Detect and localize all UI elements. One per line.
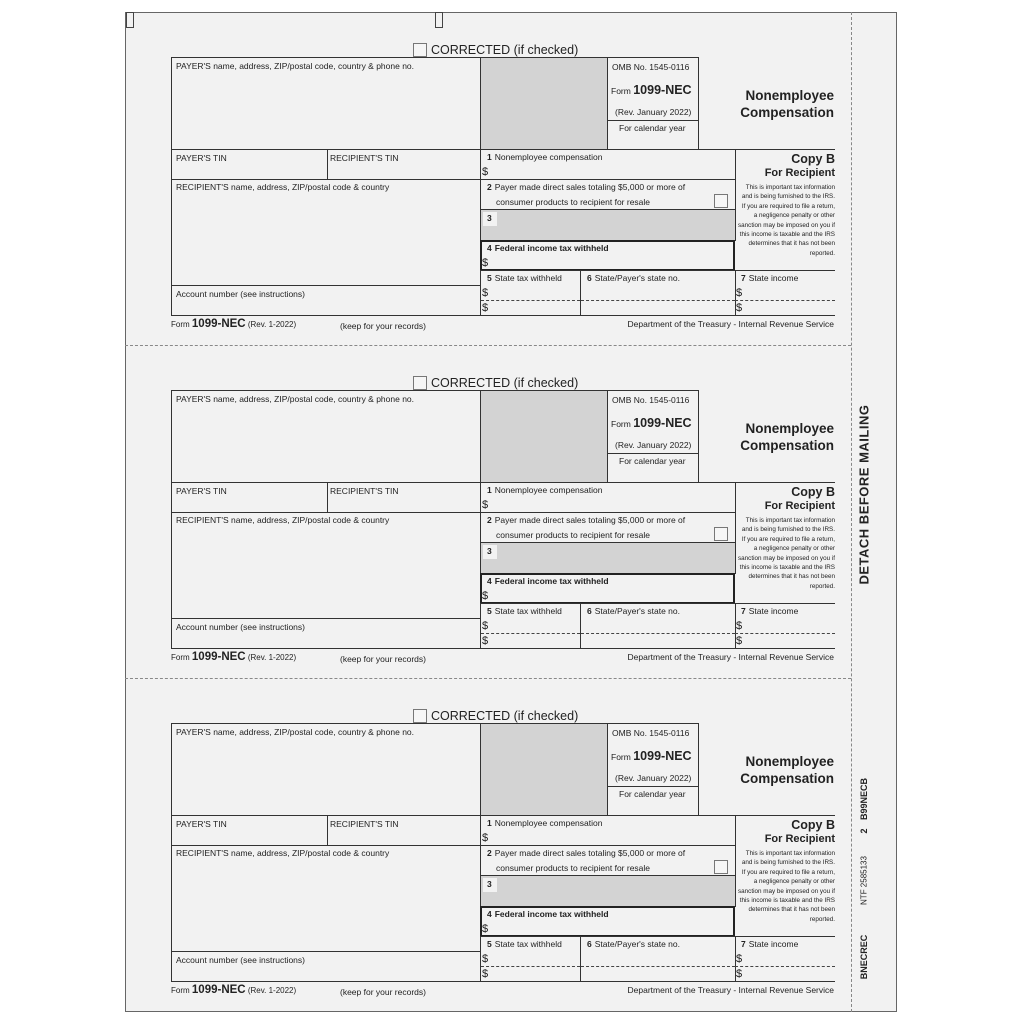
box2-label-line1: Payer made direct sales totaling $5,000 or more of — [494, 848, 686, 858]
calendar-year-label: For calendar year — [619, 123, 686, 133]
omb-number: OMB No. 1545-0116 — [612, 395, 690, 405]
form-word: Form — [611, 86, 631, 96]
form-number: 1099-NEC — [633, 83, 692, 97]
payer-tin-label: PAYER'S TIN — [176, 486, 227, 496]
box4-federal-tax-withheld[interactable] — [480, 240, 735, 271]
recipient-name-box[interactable] — [171, 179, 481, 286]
box5-state-tax-withheld[interactable] — [480, 603, 581, 649]
box6-state-payer-number[interactable] — [580, 936, 736, 982]
recipient-tin-label: RECIPIENT'S TIN — [330, 486, 399, 496]
corrected-label: CORRECTED (if checked) — [431, 376, 579, 390]
box2-label-line2: consumer products to recipient for resale — [496, 863, 651, 873]
copy-b-panel — [735, 815, 835, 937]
box7-label: State income — [748, 273, 799, 283]
footer-revision: (Rev. 1-2022) — [247, 320, 297, 329]
form-title-line1: Nonemployee — [745, 88, 834, 103]
box-number: 7 — [741, 273, 746, 283]
payer-name-label: PAYER'S name, address, ZIP/postal code, country & phone no. — [176, 394, 415, 404]
calendar-year-box[interactable] — [607, 120, 699, 150]
dollar-sign: $ — [736, 635, 743, 647]
box7-label: State income — [748, 606, 799, 616]
payer-tin-box[interactable] — [171, 149, 328, 180]
box1-nonemployee-compensation[interactable] — [480, 149, 736, 180]
form-title-line1: Nonemployee — [745, 754, 834, 769]
box-number: 1 — [487, 818, 492, 828]
box7-state-income[interactable] — [735, 603, 835, 649]
box6-label: State/Payer's state no. — [594, 939, 680, 949]
footer-revision: (Rev. 1-2022) — [247, 986, 297, 995]
revision-date: (Rev. January 2022) — [615, 440, 692, 450]
payer-name-label: PAYER'S name, address, ZIP/postal code, country & phone no. — [176, 61, 415, 71]
account-number-box[interactable] — [171, 285, 481, 316]
shaded-box — [480, 723, 608, 816]
omb-box — [607, 390, 699, 454]
box4-label: Federal income tax withheld — [494, 243, 609, 253]
box2-direct-sales — [480, 512, 736, 543]
box-number: 3 — [483, 545, 497, 559]
payer-tin-box[interactable] — [171, 482, 328, 513]
form-1099-nec-copy — [0, 0, 1024, 333]
box-number: 7 — [741, 606, 746, 616]
keep-for-records: (keep for your records) — [340, 987, 426, 997]
recipient-name-label: RECIPIENT'S name, address, ZIP/postal code & country — [176, 848, 390, 858]
calendar-year-box[interactable] — [607, 453, 699, 483]
revision-date: (Rev. January 2022) — [615, 773, 692, 783]
box-number: 4 — [487, 576, 492, 586]
corrected-label: CORRECTED (if checked) — [431, 43, 579, 57]
recipient-tin-box[interactable] — [327, 815, 481, 846]
box7-state-income[interactable] — [735, 936, 835, 982]
dollar-sign: $ — [736, 302, 743, 314]
dollar-sign: $ — [736, 620, 743, 632]
box6-state-payer-number[interactable] — [580, 270, 736, 316]
payer-name-box[interactable] — [171, 57, 481, 150]
box1-label: Nonemployee compensation — [494, 818, 603, 828]
copy-b-label: Copy B — [791, 152, 835, 166]
payer-name-label: PAYER'S name, address, ZIP/postal code, country & phone no. — [176, 727, 415, 737]
dollar-sign: $ — [482, 968, 489, 980]
recipient-name-box[interactable] — [171, 845, 481, 952]
recipient-tin-label: RECIPIENT'S TIN — [330, 819, 399, 829]
dollar-sign: $ — [482, 257, 489, 269]
for-recipient-label: For Recipient — [764, 833, 835, 845]
dollar-sign: $ — [482, 635, 489, 647]
box2-checkbox[interactable] — [714, 194, 728, 208]
footer-form-id — [171, 984, 296, 996]
box-number: 1 — [487, 485, 492, 495]
box-number: 2 — [487, 182, 492, 192]
box-number: 4 — [487, 243, 492, 253]
box-number: 3 — [483, 878, 497, 892]
box6-state-payer-number[interactable] — [580, 603, 736, 649]
form-code: B99NECB — [859, 778, 869, 821]
calendar-year-box[interactable] — [607, 786, 699, 816]
form-1099-nec-copy — [0, 666, 1024, 999]
form-number: 1099-NEC — [633, 416, 692, 430]
department-label: Department of the Treasury - Internal Revenue Service — [627, 985, 834, 995]
box-number: 7 — [741, 939, 746, 949]
recipient-tin-label: RECIPIENT'S TIN — [330, 153, 399, 163]
detach-before-mailing-text: DETACH BEFORE MAILING — [856, 404, 872, 585]
corrected-label: CORRECTED (if checked) — [431, 709, 579, 723]
box3 — [480, 542, 736, 574]
form-title-line2: Compensation — [740, 771, 834, 786]
payer-tin-box[interactable] — [171, 815, 328, 846]
dollar-sign: $ — [482, 499, 489, 511]
box1-label: Nonemployee compensation — [494, 485, 603, 495]
box-number: 6 — [587, 606, 592, 616]
omb-box — [607, 57, 699, 121]
account-number-label: Account number (see instructions) — [176, 289, 305, 299]
recipient-name-box[interactable] — [171, 512, 481, 619]
copy-b-label: Copy B — [791, 485, 835, 499]
dollar-sign: $ — [482, 923, 489, 935]
footer-form-id — [171, 651, 296, 663]
box-number: 4 — [487, 909, 492, 919]
box4-label: Federal income tax withheld — [494, 576, 609, 586]
box2-label-line2: consumer products to recipient for resale — [496, 197, 651, 207]
shaded-box — [480, 57, 608, 150]
box-number: 5 — [487, 273, 492, 283]
payer-name-box[interactable] — [171, 723, 481, 816]
footer-revision: (Rev. 1-2022) — [247, 653, 297, 662]
keep-for-records: (keep for your records) — [340, 321, 426, 331]
form-title-line2: Compensation — [740, 438, 834, 453]
copy-b-panel — [735, 482, 835, 604]
dollar-sign: $ — [736, 953, 743, 965]
shaded-box — [480, 390, 608, 483]
omb-box — [607, 723, 699, 787]
dollar-sign: $ — [482, 287, 489, 299]
form-title-line1: Nonemployee — [745, 421, 834, 436]
payer-tin-label: PAYER'S TIN — [176, 153, 227, 163]
footer-form-word: Form — [171, 653, 190, 662]
box6-label: State/Payer's state no. — [594, 606, 680, 616]
box2-label-line1: Payer made direct sales totaling $5,000 or more of — [494, 182, 686, 192]
box-number: 3 — [483, 212, 497, 226]
box7-state-income[interactable] — [735, 270, 835, 316]
box4-federal-tax-withheld[interactable] — [480, 573, 735, 604]
form-number: 1099-NEC — [633, 749, 692, 763]
form-code: BNECREC — [859, 934, 869, 980]
keep-for-records: (keep for your records) — [340, 654, 426, 664]
box3 — [480, 875, 736, 907]
omb-number: OMB No. 1545-0116 — [612, 728, 690, 738]
box-number: 2 — [487, 515, 492, 525]
recipient-name-label: RECIPIENT'S name, address, ZIP/postal code & country — [176, 182, 390, 192]
department-label: Department of the Treasury - Internal Revenue Service — [627, 652, 834, 662]
account-number-box[interactable] — [171, 951, 481, 982]
account-number-label: Account number (see instructions) — [176, 955, 305, 965]
box2-direct-sales — [480, 179, 736, 210]
payer-name-box[interactable] — [171, 390, 481, 483]
box2-label-line2: consumer products to recipient for resale — [496, 530, 651, 540]
corrected-checkbox[interactable] — [413, 376, 427, 390]
dollar-sign: $ — [482, 832, 489, 844]
department-label: Department of the Treasury - Internal Revenue Service — [627, 319, 834, 329]
footer-form-number: 1099-NEC — [191, 651, 246, 663]
corrected-checkbox[interactable] — [413, 709, 427, 723]
dollar-sign: $ — [482, 302, 489, 314]
footer-form-word: Form — [171, 986, 190, 995]
footer-form-number: 1099-NEC — [191, 984, 246, 996]
payer-tin-label: PAYER'S TIN — [176, 819, 227, 829]
account-number-box[interactable] — [171, 618, 481, 649]
box-number: 5 — [487, 939, 492, 949]
dollar-sign: $ — [482, 590, 489, 602]
important-tax-notice: This is important tax information and is being furnished to the IRS. If you are required to file a return, a negligence penalty or other sanction may be imposed on you if this income is taxable and the IRS determines that it has not been reported. — [738, 184, 835, 257]
box7-label: State income — [748, 939, 799, 949]
form-code: 2 — [859, 828, 869, 834]
corrected-checkbox[interactable] — [413, 43, 427, 57]
box1-nonemployee-compensation[interactable] — [480, 815, 736, 846]
box6-label: State/Payer's state no. — [594, 273, 680, 283]
box2-direct-sales — [480, 845, 736, 876]
form-word: Form — [611, 752, 631, 762]
dollar-sign: $ — [736, 287, 743, 299]
box-number: 1 — [487, 152, 492, 162]
box-number: 2 — [487, 848, 492, 858]
important-tax-notice: This is important tax information and is being furnished to the IRS. If you are required to file a return, a negligence penalty or other sanction may be imposed on you if this income is taxable and the IRS determines that it has not been reported. — [738, 850, 835, 923]
box5-label: State tax withheld — [494, 939, 562, 949]
box2-checkbox[interactable] — [714, 860, 728, 874]
box5-state-tax-withheld[interactable] — [480, 270, 581, 316]
revision-date: (Rev. January 2022) — [615, 107, 692, 117]
calendar-year-label: For calendar year — [619, 456, 686, 466]
box2-label-line1: Payer made direct sales totaling $5,000 or more of — [494, 515, 686, 525]
for-recipient-label: For Recipient — [764, 500, 835, 512]
important-tax-notice: This is important tax information and is being furnished to the IRS. If you are required to file a return, a negligence penalty or other sanction may be imposed on you if this income is taxable and the IRS determines that it has not been reported. — [738, 517, 835, 590]
box5-state-tax-withheld[interactable] — [480, 936, 581, 982]
for-recipient-label: For Recipient — [764, 167, 835, 179]
footer-form-number: 1099-NEC — [191, 318, 246, 330]
box-number: 6 — [587, 939, 592, 949]
copy-b-panel — [735, 149, 835, 271]
recipient-tin-box[interactable] — [327, 482, 481, 513]
copy-b-label: Copy B — [791, 818, 835, 832]
box5-label: State tax withheld — [494, 273, 562, 283]
box-number: 6 — [587, 273, 592, 283]
dollar-sign: $ — [482, 620, 489, 632]
footer-form-id — [171, 318, 296, 330]
form-title-line2: Compensation — [740, 105, 834, 120]
dollar-sign: $ — [482, 166, 489, 178]
calendar-year-label: For calendar year — [619, 789, 686, 799]
box2-checkbox[interactable] — [714, 527, 728, 541]
box3 — [480, 209, 736, 241]
box4-federal-tax-withheld[interactable] — [480, 906, 735, 937]
form-word: Form — [611, 419, 631, 429]
box-number: 5 — [487, 606, 492, 616]
box1-label: Nonemployee compensation — [494, 152, 603, 162]
dollar-sign: $ — [482, 953, 489, 965]
box1-nonemployee-compensation[interactable] — [480, 482, 736, 513]
account-number-label: Account number (see instructions) — [176, 622, 305, 632]
box5-label: State tax withheld — [494, 606, 562, 616]
form-code: NTF 2585133 — [859, 856, 869, 905]
footer-form-word: Form — [171, 320, 190, 329]
dollar-sign: $ — [736, 968, 743, 980]
box4-label: Federal income tax withheld — [494, 909, 609, 919]
recipient-name-label: RECIPIENT'S name, address, ZIP/postal code & country — [176, 515, 390, 525]
omb-number: OMB No. 1545-0116 — [612, 62, 690, 72]
recipient-tin-box[interactable] — [327, 149, 481, 180]
